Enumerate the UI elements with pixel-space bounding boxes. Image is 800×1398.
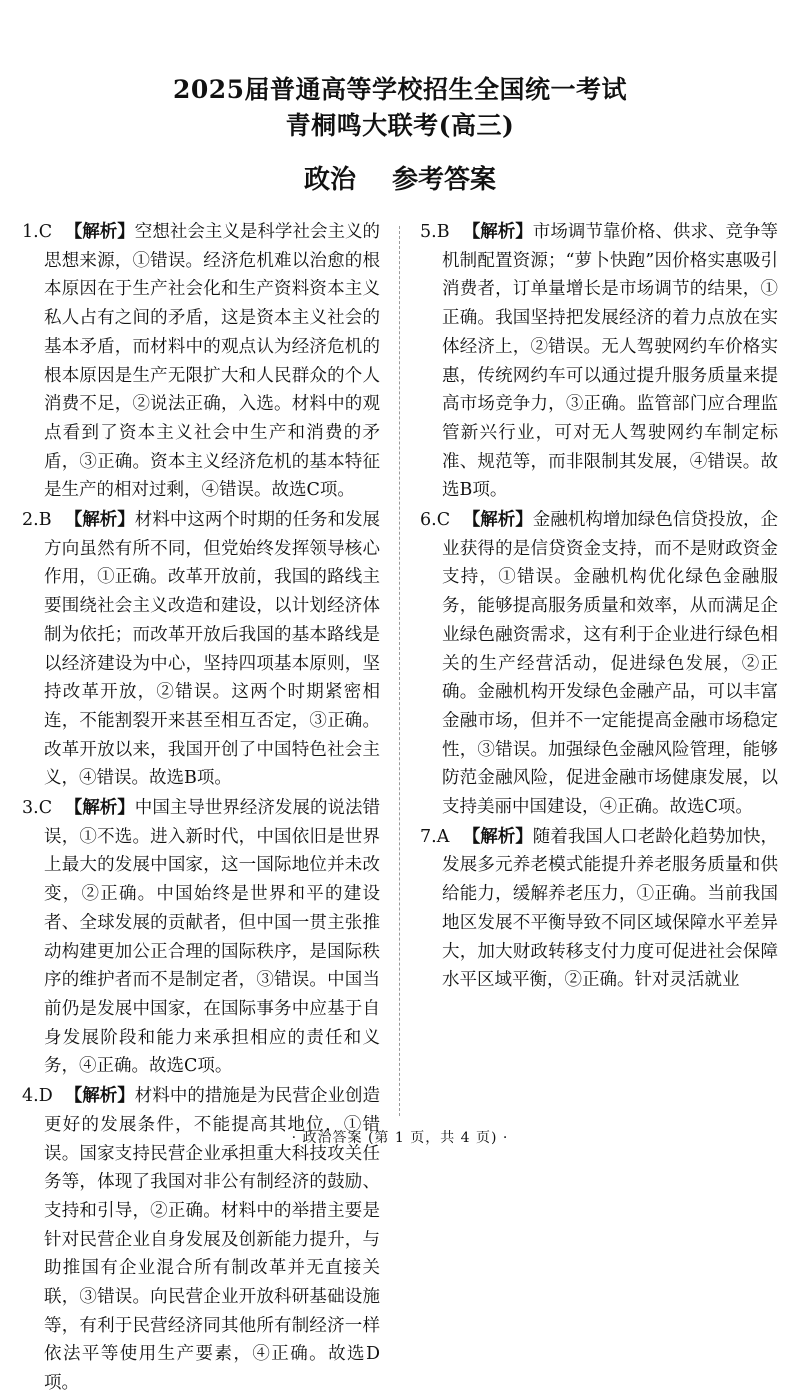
question-2-explanation: 2.B 【解析】材料中这两个时期的任务和发展方向虽然有所不同，但党始终发挥领导核心作用，①正确。改革开放前，我国的路线主要围绕社会主义改造和建设，以计划经济体制为依托；而改革开放后我国的基本路线是以经济建设为中心，坚持四项基本原则，坚持改革开放，②错误。这两个时期紧密相连，不能割裂开来甚至相互否定，③正确。改革开放以来，我国开创了中国特色社会主义，④错误。故选B项。	[22, 510, 381, 789]
answer-label: 参考答案	[392, 165, 497, 195]
subject-name: 政治	[303, 165, 356, 195]
question-5-explanation: 5.B 【解析】市场调节靠价格、供求、竞争等机制配置资源；“萝卜快跑”因价格实惠吸引消费者，订单量增长是市场调节的结果，①正确。我国坚持把发展经济的着力点放在实体经济上，②错误。无人驾驶网约车价格实惠，传统网约车可以通过提升服务质量来提高市场竞争力，③正确。监管部门应合理监管新兴行业，可对无人驾驶网约车制定标准、规范等，而非限制其发展，④错误。故选B项。	[420, 222, 779, 501]
exam-subtitle: 青桐鸣大联考(高三)	[285, 111, 515, 140]
question-6-explanation: 6.C 【解析】金融机构增加绿色信贷投放，企业获得的是信贷资金支持，而不是财政资金支持，①错误。金融机构优化绿色金融服务，能够提高服务质量和效率，从而满足企业绿色融资需求，这有利于企业进行绿色相关的生产经营活动，促进绿色发展，②正确。金融机构开发绿色金融产品，可以丰富金融市场，但并不一定能提高金融市场稳定性，③错误。加强绿色金融风险管理，能够防范金融风险，促进金融市场健康发展，以支持美丽中国建设，④正确。故选C项。	[420, 510, 779, 818]
left-column	[22, 218, 381, 1394]
page-footer: · 政治答案 (第 1 页，共 4 页) ·	[291, 1130, 509, 1146]
question-4-explanation: 4.D 【解析】材料中的措施是为民营企业创造更好的发展条件，不能提高其地位，①错误。国家支持民营企业承担重大科技攻关任务等，体现了我国对非公有制经济的鼓励、支持和引导，②正确。材料中的举措主要是针对民营企业自身发展及创新能力提升，与助推国有企业混合所有制改革并无直接关联，③错误。向民营企业开放科研基础设施等，有利于民营经济同其他所有制经济一样依法平等使用生产要素，④正确。故选D项。	[22, 1086, 381, 1394]
right-column	[420, 218, 778, 1123]
question-3-explanation: 3.C 【解析】中国主导世界经济发展的说法错误，①不选。进入新时代，中国依旧是世界上最大的发展中国家，这一国际地位并未改变，②正确。中国始终是世界和平的建设者、全球发展的贡献者，但中国一贯主张推动构建更加公正合理的国际秩序，是国际秩序的维护者而不是制定者，③错误。中国当前仍是发展中国家，在国际事务中应基于自身发展阶段和能力来承担相应的责任和义务，④正确。故选C项。	[22, 798, 381, 1077]
question-7-explanation: 7.A 【解析】随着我国人口老龄化趋势加快，发展多元养老模式能提升养老服务质量和供给能力，缓解养老压力，①正确。当前我国地区发展不平衡导致不同区域保障水平差异大，加大财政转移支付力度可促进社会保障水平区域平衡，②正确。针对灵活就业	[420, 826, 779, 991]
subject-heading	[0, 162, 800, 198]
page-header	[0, 72, 800, 198]
question-1-explanation: 1.C 【解析】空想社会主义是科学社会主义的思想来源，①错误。经济危机难以治愈的根本原因在于生产社会化和生产资料资本主义私人占有之间的矛盾，这是资本主义社会的基本矛盾，而材料中的观点认为经济危机的根本原因是生产无限扩大和人民群众的个人消费不足，②说法正确，入选。材料中的观点看到了资本主义社会中生产和消费的矛盾，③正确。资本主义经济危机的基本特征是生产的相对过剩，④错误。故选C项。	[22, 222, 381, 501]
exam-title: 2025届普通高等学校招生全国统一考试	[172, 75, 628, 104]
